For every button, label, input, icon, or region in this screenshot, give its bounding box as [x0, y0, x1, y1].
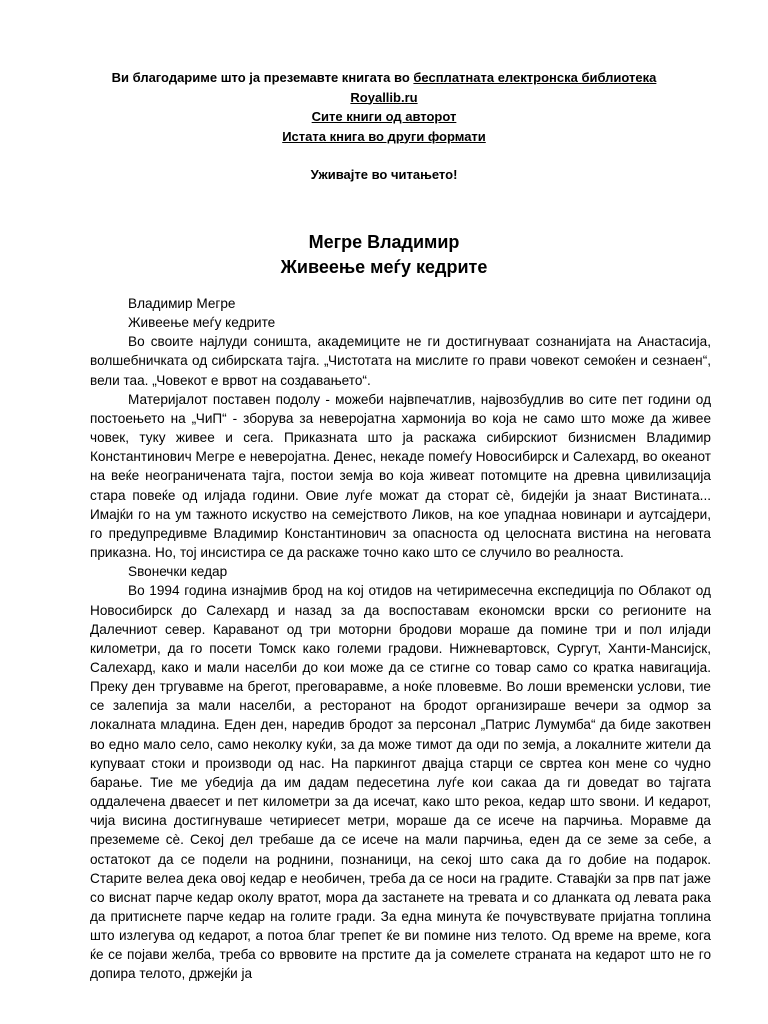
- enjoy-reading-text: Уживајте во читањето!: [310, 167, 458, 182]
- section-title: Ѕвонечки кедар: [128, 564, 228, 580]
- download-notice: [0, 68, 768, 185]
- book-author-title: Мегре Владимир: [308, 232, 460, 252]
- thanks-text: Ви благодариме што ја преземавте книгата во: [111, 70, 414, 85]
- book-body: [90, 294, 711, 984]
- royallib-link[interactable]: Royallib.ru: [350, 89, 418, 105]
- other-formats-link[interactable]: Истата книга во други формати: [282, 128, 486, 144]
- paragraph-3: Во 1994 година изнајмив брод на кој отидов на четиримесечна експедиција по Облакот од Новосибирск до Салехард и назад за да воспоставам економски врски со регионите на Далечниот север. Караванот од три моторни бродови мораше да помине три и пол илјади километри, да го посети Томск како големи градови. Нижневартовск, Сургут, Ханти-Мансијск, Салехард, како и мали населби до кои може да се стигне со товар само со кратка навигација. Преку ден тргувавме на брегот, преговаравме, а ноќе пловевме. Во лоши временски услови, тие се залепија за мали населби, а ресторанот на бродот организираше вечери за одмор за локалната младина. Еден ден, наредив бродот за персонал „Патрис Лумумба“ да биде закотвен во едно мало село, само неколку куќи, за да може тимот да оди по земја, а локалните жители да купуваат стоки и производи од нас. На паркингот двајца старци се свртеа кон мене со чудно барање. Тие ме убедија да им дадам педесетина луѓе кои сакаа да ги доведат во тајгата оддалечена дваесет и пет километри за да исечат, како што рекоа, кедар што ѕвони. И кедарот, чија висина достигнуваше четириесет метри, мораше да се исече на парчиња. Моравме да преземеме сè. Секој дел требаше да се исече на мали парчиња, еден да се земе за себе, а остатокот да се подели на роднини, познаници, на секој што сака да го добие на подарок. Старите велеа дека овој кедар е необичен, треба да се носи на градите. Ставајќи за прв пат јаже со виснат парче кедар околу вратот, мора да застанете на тревата и со дланката од левата рака да притиснете парче кедар на голите гради. За една минута ќе почувствувате пријатна топлина што излегува од кедарот, а потоа благ трепет ќе ви помине низ телото. Од време на време, кога ќе се појави желба, треба со врвовите на прстите да ја сомелете страната на кедарот што не го допира телото, држејќи ја: [90, 583, 711, 982]
- book-title-block: [0, 230, 768, 280]
- book-name-line: Живеење меѓу кедрите: [128, 315, 276, 331]
- paragraph-2: Материјалот поставен подолу - можеби највпечатлив, највозбудлив во сите пет години од постоењето на „ЧиП“ - зборува за неверојатна хармонија во која не само што може да живее човек, туку живее и сега. Приказната што ја раскажа сибирскиот бизнисмен Владимир Константинович Мегре е неверојатна. Денес, некаде помеѓу Новосибирск и Салехард, во океанот на веќе неограничената тајга, постои земја во која живеат потомците на древна цивилизација стара повеќе од илјада години. Овие луѓе можат да сторат сè, бидејќи ја знаат Вистината... Имајќи го на ум тажното искуство на семејството Ликов, на кое упаднаа новинари и аутсајдери, го предупредивме Владимир Константинович за опасноста од целосната вистина на неговата приказна. Но, тој инсистира се да раскаже точно како што се случило во реалноста.: [90, 391, 711, 561]
- all-books-by-author-link[interactable]: Сите книги од авторот: [311, 109, 457, 124]
- author-line: Владимир Мегре: [128, 296, 236, 311]
- thanks-line: [0, 68, 768, 88]
- paragraph-1: Во своите најлуди соништа, академиците не ги достигнуваат сознанијата на Анастасија, волшебничката од сибирската тајга. „Чистотата на мислите го прави човекот семоќен и сезнаен“, вели таа. „Човекот е врвот на создавањето“.: [90, 334, 711, 388]
- book-title: Живеење меѓу кедрите: [280, 257, 488, 277]
- free-library-link[interactable]: бесплатната електронска библиотека: [413, 70, 657, 85]
